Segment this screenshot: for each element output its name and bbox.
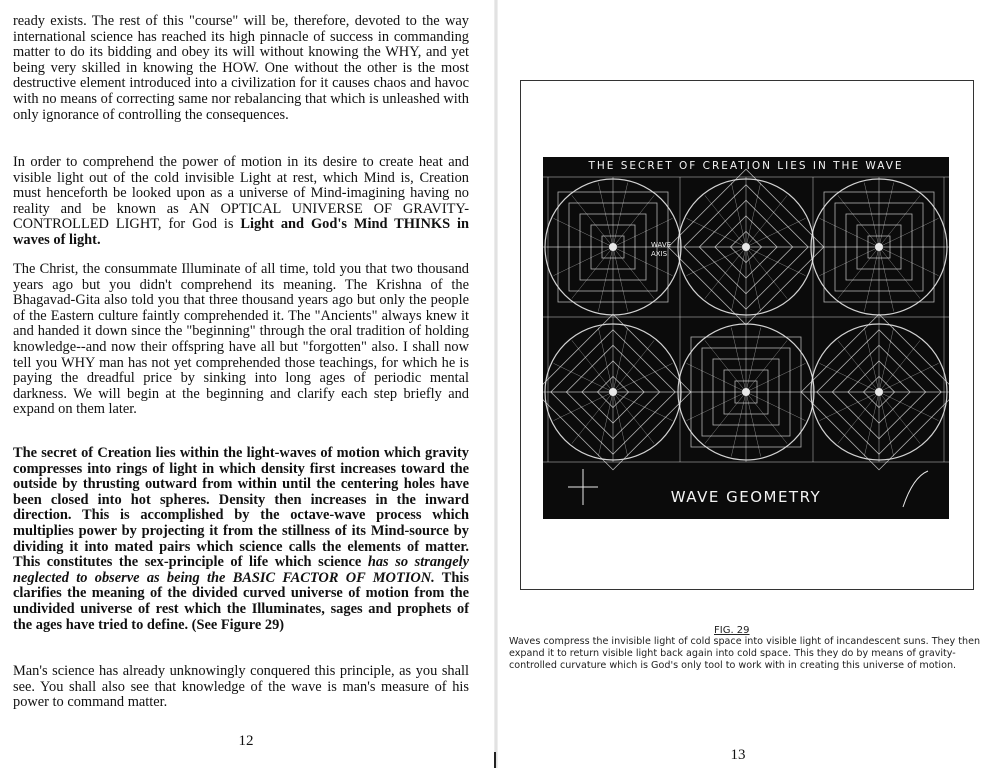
paragraph-2-text: In order to comprehend the power of motion in its desire to create heat and visible light out of the cold invisible Light at rest, which Mind is, Creation must henceforth be looked upon as a universe of Mind-imagining having no reality and be known as AN OPTICAL UNIVERSE OF GRAVITY-CONTROLLED LIGHT, for God is (13, 154, 469, 233)
paragraph-2 (13, 155, 469, 249)
paragraph-5: Man's science has already unknowingly conquered this principle, as you shall see. You shall also see that knowledge of the wave is man's measure of his power to command matter. (13, 663, 469, 711)
wave-ray (554, 363, 613, 392)
left-page (0, 0, 494, 768)
gutter-mark (494, 752, 496, 768)
wave-ray (572, 340, 613, 392)
page-number-right: 13 (730, 747, 746, 763)
wave-ray (879, 363, 938, 392)
paragraph-3: The Christ, the consummate Illuminate of all time, told you that two thousand years ago but you didn't comprehend its meaning. The Krishna of the Bhagavad-Gita also told you that three thousand years ago but only the people of the Eastern culture faintly comprehended it. The "Ancients" always knew it and handed it down since the "beginning" through the oral tradition of holding knowledge--and now their offspring have all but "forgotten" also. I shall now tell you WHY man has not yet comprehended those teachings, for which he is paying the dreadful price by sinking into long ages of periodic mental darkness. We will begin at the beginning and clarify each step briefly and expand on them later. (13, 261, 469, 418)
figure-label: FIG. 29 (714, 625, 750, 636)
wave-label: WAVE (651, 241, 672, 249)
wave-ray (687, 392, 746, 421)
paragraph-4 (13, 446, 469, 633)
wave-ray (554, 247, 613, 276)
wave-ray (687, 363, 746, 392)
wave-ray (613, 340, 654, 392)
wave-ray (838, 392, 879, 444)
wave-ray (572, 392, 613, 444)
wave-ray (746, 392, 805, 421)
wave-ray (687, 247, 746, 276)
wave-ray (879, 218, 938, 247)
paragraph-2-bold-text: Light and God's Mind THINKS in waves of light. (13, 216, 469, 248)
figure-29-plate (543, 157, 949, 519)
figure-caption: Waves compress the invisible light of cold space into visible light of incandescent suns. They then expand it to return visible light back again into cold space. This they do by means of gravity-controlled curvature which is God's only tool to work with in creating this universe of motion. (509, 636, 981, 672)
wave-ray (820, 392, 879, 421)
figure-title: THE SECRET OF CREATION LIES IN THE WAVE (588, 160, 904, 172)
wave-ray (613, 363, 672, 392)
wave-ray (879, 340, 920, 392)
figure-plate-caption: WAVE GEOMETRY (670, 488, 822, 506)
paragraph-4-text-b: This clarifies the meaning of the divided curved universe of motion from the undivided universe of rest which the Illuminates, sages and prophets of the ages have tried to define. (See Figure 29) (13, 569, 469, 633)
wave-ray (820, 363, 879, 392)
wave-ray (746, 195, 787, 247)
wave-ray (554, 392, 613, 421)
wave-ray (838, 340, 879, 392)
paragraph-4-text-a: The secret of Creation lies within the light-waves of motion which gravity compresses into rings of light in which density first increases toward the outside by thrusting outward from within until the centering holes have been closed into hot spheres. Density then increases in the inward direction. This is accomplished by the octave-wave process which multiplies power by projecting it from the stillness of its Mind-source by dividing it into mated pairs which science calls the elements of matter. This constitutes the sex-principle of life which science (13, 445, 469, 571)
wave-ray (746, 247, 805, 276)
wave-ray (879, 392, 920, 444)
wave-ray (687, 218, 746, 247)
wave-ray (879, 392, 938, 421)
wave-ray (705, 247, 746, 299)
wave-geometry-illustration (543, 157, 949, 519)
paragraph-4-italic-text: has so strangely neglected to observe as being the BASIC FACTOR OF MOTION. (13, 554, 469, 586)
wave-ray (705, 195, 746, 247)
wave-ray (746, 218, 805, 247)
wave-ray (820, 218, 879, 247)
wave-ray (879, 247, 938, 276)
wave-ray (554, 218, 613, 247)
page-number-left: 12 (238, 733, 254, 749)
axis-label: AXIS (651, 250, 668, 258)
wave-ray (613, 392, 672, 421)
wave-ray (820, 247, 879, 276)
wave-ray (746, 247, 787, 299)
paragraph-1: ready exists. The rest of this "course" will be, therefore, devoted to the way international science has reached its high pinnacle of success in commanding matter to do its bidding and obey its will without knowing the WHY, and yet being very skilled in knowing the HOW. One without the other is the most destructive element introduced into a civilization for it causes chaos and havoc with no means of correcting same nor rebalancing that which is unleashed with only ignorance of controlling the consequences. (13, 13, 469, 123)
wave-ray (746, 363, 805, 392)
wave-ray (613, 392, 654, 444)
right-page (498, 0, 997, 768)
